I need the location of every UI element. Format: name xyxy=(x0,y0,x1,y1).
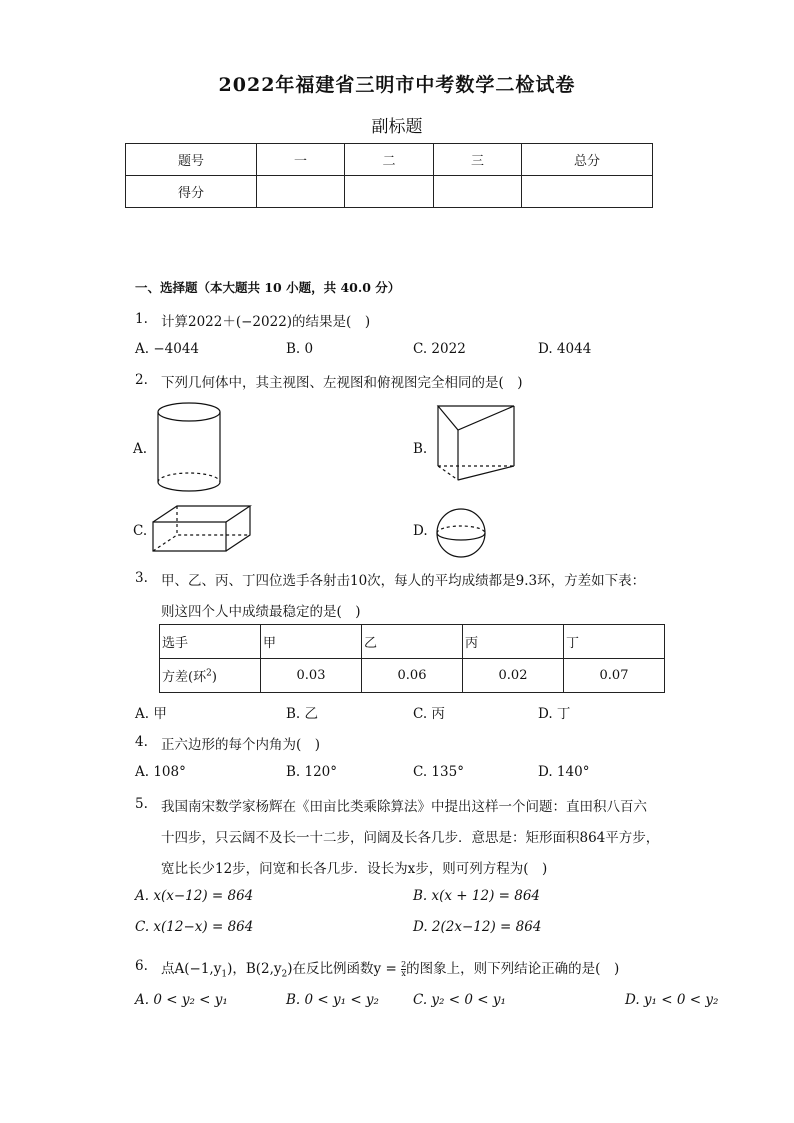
question-text: 计算2022＋(−2022)的结果是( ) xyxy=(161,314,371,330)
table-cell: 0.07 xyxy=(564,659,665,693)
question-text-continued: 则这四个人中成绩最稳定的是( ) xyxy=(161,604,361,620)
option-b: B. 0 xyxy=(286,341,314,357)
score-header-row xyxy=(126,144,653,176)
score-header-cell: 二 xyxy=(345,144,434,176)
cuboid-figure xyxy=(150,503,254,555)
option-b: B. xyxy=(413,441,428,457)
table-cell: 丁 xyxy=(564,625,665,659)
option-d: D. y₁ < 0 < y₂ xyxy=(625,992,719,1008)
fraction-denominator: x xyxy=(401,969,406,978)
option-b: B. 120° xyxy=(286,764,338,780)
question-text: 我国南宋数学家杨辉在《田亩比类乘除算法》中提出这样一个问题：直田积八百六 xyxy=(161,799,647,815)
score-table xyxy=(125,143,653,208)
variance-value-row xyxy=(160,659,665,693)
option-a: A. 0 < y₂ < y₁ xyxy=(135,992,228,1008)
table-cell: 0.03 xyxy=(261,659,362,693)
q6-part: 点A(−1,y xyxy=(161,961,222,977)
variance-label-exponent: 2 xyxy=(206,668,212,679)
question-number: 3. xyxy=(135,570,148,586)
score-blank-cell xyxy=(257,176,345,208)
question-number: 6. xyxy=(135,958,148,974)
table-row-label xyxy=(160,659,261,693)
option-c: C. xyxy=(133,523,148,539)
cylinder-figure xyxy=(155,400,227,496)
subscript: 2 xyxy=(281,969,288,980)
page-subtitle: 副标题 xyxy=(371,117,423,137)
score-blank-cell xyxy=(345,176,434,208)
option-c: C. 丙 xyxy=(413,706,445,722)
table-cell: 0.06 xyxy=(362,659,463,693)
page-title: 2022年福建省三明市中考数学二检试卷 xyxy=(218,74,576,96)
question-number: 2. xyxy=(135,372,148,388)
q6-part: )，B(2,y xyxy=(227,961,282,977)
option-a: A. xyxy=(133,441,148,457)
q6-part: )在反比例函数y = xyxy=(287,961,402,977)
table-cell: 乙 xyxy=(362,625,463,659)
option-b: B. x(x + 12) = 864 xyxy=(413,888,540,904)
question-text-continued: 宽比长少12步，问宽和长各几步．设长为x步，则可列方程为( ) xyxy=(161,861,548,877)
sphere-figure xyxy=(434,506,488,560)
question-number: 5. xyxy=(135,796,148,812)
option-d: D. 4044 xyxy=(538,341,592,357)
question-text: 甲、乙、丙、丁四位选手各射击10次，每人的平均成绩都是9.3环，方差如下表： xyxy=(161,573,646,589)
score-header-cell: 题号 xyxy=(126,144,257,176)
question-number: 1. xyxy=(135,311,148,327)
score-header-cell: 三 xyxy=(434,144,522,176)
option-c: C. 2022 xyxy=(413,341,466,357)
option-c: C. x(12−x) = 864 xyxy=(135,919,254,935)
option-d: D. xyxy=(413,523,428,539)
table-cell: 0.02 xyxy=(463,659,564,693)
score-value-row xyxy=(126,176,653,208)
question-text-continued: 十四步，只云阔不及长一十二步，问阔及长各几步．意思是：矩形面积864平方步， xyxy=(161,830,660,846)
subscript: 1 xyxy=(221,969,228,980)
option-a: A. 甲 xyxy=(135,706,167,722)
option-d: D. 丁 xyxy=(538,706,571,722)
option-b: B. 乙 xyxy=(286,706,319,722)
table-cell: 选手 xyxy=(160,625,261,659)
score-blank-cell xyxy=(434,176,522,208)
question-number: 4. xyxy=(135,734,148,750)
score-row-label: 得分 xyxy=(126,176,257,208)
variance-header-row xyxy=(160,625,665,659)
score-header-cell: 总分 xyxy=(522,144,653,176)
score-header-cell: 一 xyxy=(257,144,345,176)
option-c: C. y₂ < 0 < y₁ xyxy=(413,992,506,1008)
variance-label: 方差(环 xyxy=(162,670,207,685)
variance-label-close: ) xyxy=(211,670,217,685)
option-a: A. x(x−12) = 864 xyxy=(135,888,254,904)
question-text xyxy=(161,957,619,980)
table-cell: 甲 xyxy=(261,625,362,659)
triangular-prism-figure xyxy=(433,402,519,482)
question-text: 正六边形的每个内角为( ) xyxy=(161,737,321,753)
option-d: D. 140° xyxy=(538,764,590,780)
option-d: D. 2(2x−12) = 864 xyxy=(413,919,542,935)
option-c: C. 135° xyxy=(413,764,464,780)
option-a: A. 108° xyxy=(135,764,186,780)
variance-table xyxy=(159,624,665,693)
section-heading: 一、选择题（本大题共 10 小题，共 40.0 分） xyxy=(135,280,401,295)
q6-part: 的图象上，则下列结论正确的是( ) xyxy=(406,961,620,977)
score-blank-cell xyxy=(522,176,653,208)
table-cell: 丙 xyxy=(463,625,564,659)
option-a: A. −4044 xyxy=(135,341,199,357)
fraction-numerator: 2 xyxy=(401,960,407,969)
option-b: B. 0 < y₁ < y₂ xyxy=(286,992,379,1008)
question-text: 下列几何体中，其主视图、左视图和俯视图完全相同的是( ) xyxy=(161,375,523,391)
